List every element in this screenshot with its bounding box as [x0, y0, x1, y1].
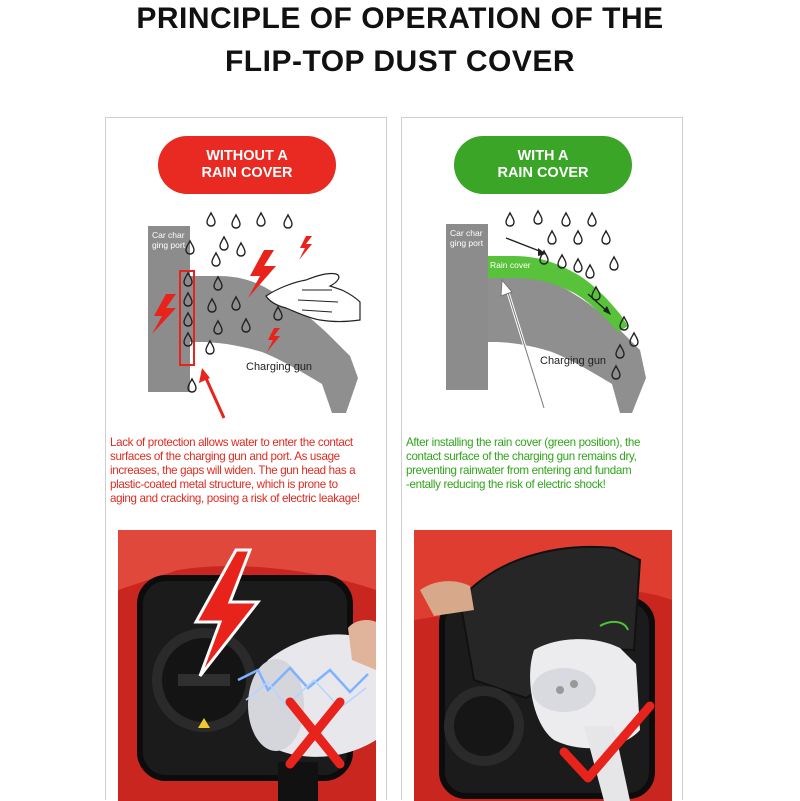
badge-line-2: RAIN COVER: [201, 165, 293, 181]
car-port-wall: [446, 224, 488, 390]
raindrop-icon: [237, 243, 245, 256]
page-title-line-1: PRINCIPLE OF OPERATION OF THE: [136, 2, 664, 35]
without-cover-caption: [110, 436, 384, 506]
raindrop-icon: [284, 215, 292, 228]
gun-label: Charging gun: [246, 361, 313, 373]
without-cover-badge: [158, 136, 336, 194]
page-title-line-2: FLIP-TOP DUST COVER: [224, 45, 576, 78]
port-label-line-2: ging port: [450, 238, 484, 248]
lightning-icon: [299, 236, 312, 260]
caption-line: surfaces of the charging gun and port. As usage: [110, 450, 340, 463]
raindrop-icon: [212, 253, 220, 266]
raindrop-icon: [610, 257, 618, 270]
caption-line: aging and cracking, posing a risk of electric leakage!: [110, 492, 360, 505]
raindrop-icon: [257, 213, 265, 226]
raindrop-icon: [602, 231, 610, 244]
caption-line: plastic-coated metal structure, which is prone to: [110, 478, 338, 491]
raindrop-icon: [574, 231, 582, 244]
badge-line-1: WITH A: [517, 148, 569, 164]
without-cover-panel: [105, 117, 387, 800]
caption-line: increases, the gaps will widen. The gun head has a: [110, 464, 356, 477]
with-cover-photo: [414, 530, 672, 801]
raindrop-icon: [206, 341, 214, 354]
rain-cover-label: Rain cover: [490, 260, 531, 270]
raindrop-icon: [548, 231, 556, 244]
without-cover-diagram: [106, 208, 388, 428]
without-cover-photo: [118, 530, 376, 801]
port-label-line-2: ging port: [152, 240, 186, 250]
raindrop-icon: [534, 211, 542, 224]
raindrop-icon: [506, 213, 514, 226]
badge-line-1: WITHOUT A: [206, 148, 288, 164]
raindrop-icon: [562, 213, 570, 226]
with-cover-badge: [454, 136, 632, 194]
with-cover-diagram: [402, 208, 684, 428]
caption-line: -entally reducing the risk of electric shock!: [406, 478, 606, 491]
charging-gun-shape: [488, 276, 646, 413]
badge-line-2: RAIN COVER: [497, 165, 589, 181]
with-cover-caption: [406, 436, 680, 492]
raindrop-icon: [220, 237, 228, 250]
water-entry-arrow: [205, 376, 224, 418]
raindrop-icon: [588, 213, 596, 226]
port-label-line-1: Car char: [152, 230, 185, 240]
raindrop-icon: [574, 259, 582, 272]
caption-line: contact surface of the charging gun remains dry,: [406, 450, 637, 463]
gun-label: Charging gun: [540, 355, 607, 367]
water-flow-arrow: [506, 238, 542, 252]
caption-line: Lack of protection allows water to enter the contact: [110, 436, 353, 449]
port-label-line-1: Car char: [450, 228, 483, 238]
caption-line: After installing the rain cover (green position), the: [406, 436, 641, 449]
with-cover-panel: [401, 117, 683, 800]
caption-line: preventing rainwater from entering and fundam: [406, 464, 632, 477]
raindrop-icon: [586, 265, 594, 278]
raindrop-icon: [207, 213, 215, 226]
raindrop-icon: [232, 215, 240, 228]
